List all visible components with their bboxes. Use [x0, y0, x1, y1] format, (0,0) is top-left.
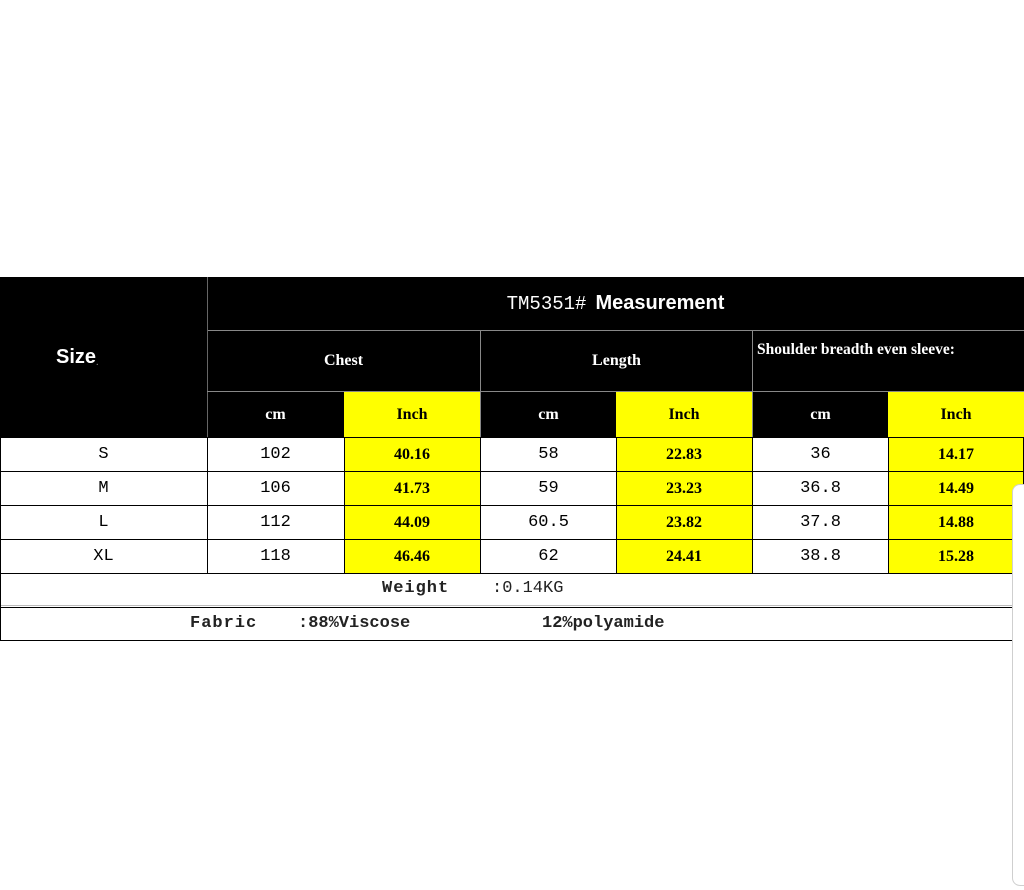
- value-text: 24.41: [666, 547, 702, 565]
- weight-label: Weight: [382, 579, 450, 598]
- size-header-cell: [0, 277, 207, 437]
- title-cell: [207, 277, 1024, 330]
- group-header-chest: [207, 331, 480, 391]
- value-text: 15.28: [938, 547, 974, 565]
- value-text: 112: [260, 513, 291, 532]
- grid-line: [0, 607, 1024, 608]
- fabric-value-polyamide: 12%polyamide: [542, 614, 665, 633]
- value-text: 37.8: [800, 513, 841, 532]
- value-cell: [207, 472, 344, 505]
- header-divider: [207, 277, 208, 437]
- grid-line: [0, 437, 1, 641]
- fabric-value-viscose: :88%Viscose: [298, 614, 411, 633]
- value-cell-inch: [616, 472, 752, 505]
- value-cell: [753, 438, 888, 471]
- value-cell-inch: [344, 506, 480, 539]
- value-cell: [481, 438, 616, 471]
- value-cell-inch: [888, 472, 1024, 505]
- size-cell: [0, 472, 207, 505]
- value-text: 23.82: [666, 513, 702, 531]
- grid-line: [0, 573, 1024, 574]
- value-cell: [481, 506, 616, 539]
- value-text: 44.09: [394, 513, 430, 531]
- unit-label: Inch: [396, 405, 428, 423]
- size-cell: [0, 540, 207, 573]
- value-text: 36.8: [800, 479, 841, 498]
- grid-line: [344, 437, 345, 573]
- value-text: 58: [538, 445, 559, 464]
- value-text: 36: [810, 445, 831, 464]
- grid-line: [616, 437, 617, 573]
- unit-header-inch: [344, 392, 480, 437]
- grid-line: [0, 605, 1024, 606]
- value-cell-inch: [344, 540, 480, 573]
- title-text: Measurement: [595, 292, 725, 314]
- value-cell-inch: [344, 472, 480, 505]
- grid-line: [888, 437, 889, 573]
- value-text: 118: [260, 547, 291, 566]
- value-cell: [207, 438, 344, 471]
- value-cell-inch: [616, 506, 752, 539]
- unit-label: Inch: [668, 405, 700, 423]
- size-label: L: [98, 513, 109, 532]
- value-cell: [753, 540, 888, 573]
- value-text: 102: [260, 445, 291, 464]
- weight-value: :0.14KG: [492, 579, 564, 598]
- group-label-chest: Chest: [323, 352, 364, 369]
- unit-header-cm: [753, 392, 888, 437]
- value-cell: [481, 472, 616, 505]
- unit-header-cm: [207, 392, 344, 437]
- group-header-shoulder: [753, 331, 1024, 391]
- size-label: S: [98, 445, 109, 464]
- size-cell: [0, 438, 207, 471]
- value-text: 60.5: [528, 513, 569, 532]
- grid-line: [0, 505, 1024, 506]
- group-header-length: [481, 331, 752, 391]
- value-cell-inch: [888, 506, 1024, 539]
- value-text: 22.83: [666, 445, 702, 463]
- value-text: 40.16: [394, 445, 430, 463]
- value-cell-inch: [888, 540, 1024, 573]
- group-label-length: Length: [592, 352, 641, 369]
- value-text: 23.23: [666, 479, 702, 497]
- value-cell: [481, 540, 616, 573]
- value-cell-inch: [616, 438, 752, 471]
- value-cell: [753, 472, 888, 505]
- value-cell: [207, 506, 344, 539]
- grid-line: [0, 471, 1024, 472]
- size-label: M: [98, 479, 109, 498]
- header-divider: [480, 331, 481, 437]
- grid-line: [752, 437, 753, 573]
- size-chart-table: [0, 277, 1024, 641]
- value-text: 59: [538, 479, 559, 498]
- unit-label: cm: [265, 405, 286, 423]
- size-label: XL: [93, 547, 114, 566]
- unit-label: Inch: [940, 405, 972, 423]
- value-text: 14.49: [938, 479, 974, 497]
- grid-line: [0, 539, 1024, 540]
- unit-label: cm: [538, 405, 559, 423]
- size-cell: [0, 506, 207, 539]
- unit-header-cm: [481, 392, 616, 437]
- grid-line: [0, 640, 1024, 641]
- grid-line: [0, 437, 1024, 438]
- size-header-label: Size: [56, 345, 97, 368]
- value-cell: [207, 540, 344, 573]
- value-text: 106: [260, 479, 291, 498]
- size-header-mark: .: [96, 356, 99, 368]
- value-text: 41.73: [394, 479, 430, 497]
- unit-label: cm: [810, 405, 831, 423]
- value-cell-inch: [616, 540, 752, 573]
- value-text: 62: [538, 547, 559, 566]
- value-text: 14.17: [938, 445, 974, 463]
- header-divider: [207, 330, 1024, 331]
- value-cell-inch: [344, 438, 480, 471]
- title-model: TM5351#: [506, 292, 587, 315]
- value-text: 46.46: [394, 547, 430, 565]
- header-divider: [752, 331, 753, 437]
- side-panel-tab[interactable]: [1012, 484, 1024, 886]
- group-label-shoulder: Shoulder breadth even sleeve:: [757, 341, 955, 358]
- value-text: 38.8: [800, 547, 841, 566]
- grid-line: [207, 437, 208, 573]
- unit-header-inch: [616, 392, 752, 437]
- unit-header-inch: [888, 392, 1024, 437]
- header-divider: [207, 391, 1024, 392]
- fabric-label: Fabric: [190, 614, 258, 633]
- value-text: 14.88: [938, 513, 974, 531]
- value-cell: [753, 506, 888, 539]
- value-cell-inch: [888, 438, 1024, 471]
- grid-line: [480, 437, 481, 573]
